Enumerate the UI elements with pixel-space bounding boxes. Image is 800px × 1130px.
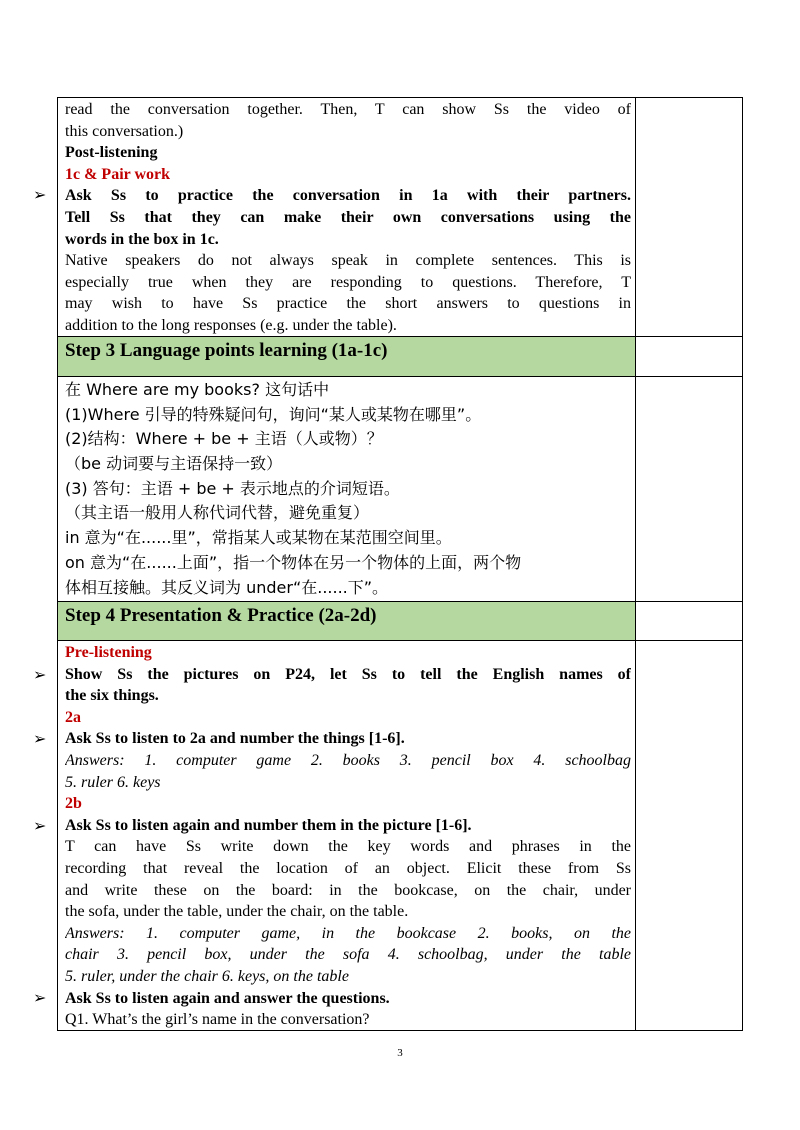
arrow-bullet-icon: ➢ (33, 665, 47, 684)
arrow-bullet-icon: ➢ (33, 729, 47, 748)
arrow-bullet-icon: ➢ (33, 816, 47, 835)
section-heading: Post-listening (65, 144, 158, 162)
step-3-title: Step 3 Language points learning (1a-1c) (65, 340, 388, 361)
answer-line: Answers: 1. computer game 2. books 3. pencil box 4. schoolbag (65, 751, 631, 769)
text-line: (1)Where 引导的特殊疑问句，询问“某人或某物在哪里”。 (65, 404, 482, 424)
text-line: recording that reveal the location of an object. Elicit these from Ss (65, 859, 631, 877)
step-4-title: Step 4 Presentation & Practice (2a-2d) (65, 605, 377, 626)
text-line: T can have Ss write down the key words and phrases in the (65, 838, 631, 856)
sub-heading: 2a (65, 708, 81, 726)
text-line: this conversation.) (65, 122, 184, 140)
text-line: on 意为“在......上面”，指一个物体在另一个物体的上面，两个物 (65, 552, 522, 572)
text-line: (2)结构：Where + be + 主语（人或物）？ (65, 429, 383, 449)
text-line: addition to the long responses (e.g. under the table). (65, 316, 397, 334)
arrow-bullet-icon: ➢ (33, 988, 47, 1007)
sub-heading: 2b (65, 795, 82, 813)
text-line: (3) 答句：主语 + be + 表示地点的介词短语。 (65, 478, 400, 498)
text-line: Native speakers do not always speak in complete sentences. This is (65, 252, 631, 270)
presentation-cell (65, 642, 631, 1031)
text-line: （be 动词要与主语保持一致） (65, 454, 283, 474)
language-points-cell (65, 378, 631, 600)
text-line: 体相互接触。其反义词为 under“在......下”。 (65, 577, 389, 597)
text-line: the sofa, under the table, under the chair, on the table. (65, 903, 409, 921)
post-listening-cell (65, 99, 631, 337)
row-divider (58, 640, 742, 641)
text-line: Q1. What’s the girl’s name in the conversation? (65, 1011, 370, 1029)
column-divider (635, 98, 636, 1030)
text-line: 在 Where are my books? 这句话中 (65, 380, 330, 399)
instruction-line: Tell Ss that they can make their own conversations using the (65, 208, 631, 226)
text-line: especially true when they are responding to questions. Therefore, T (65, 273, 631, 291)
row-divider (58, 376, 742, 377)
arrow-bullet-icon: ➢ (33, 185, 47, 204)
text-line: read the conversation together. Then, T can show Ss the video of (65, 101, 631, 118)
text-line: may wish to have Ss practice the short answers to questions in (65, 295, 631, 313)
instruction-line: Ask Ss to listen again and answer the questions. (65, 989, 390, 1007)
answer-line: chair 3. pencil box, under the sofa 4. schoolbag, under the table (65, 946, 631, 964)
answer-line: Answers: 1. computer game, in the bookcase 2. books, on the (65, 924, 631, 942)
lesson-plan-table (57, 97, 743, 1031)
text-line: and write these on the board: in the bookcase, on the chair, under (65, 881, 631, 899)
answer-line: 5. ruler, under the chair 6. keys, on the table (65, 967, 349, 985)
page-number: 3 (397, 1047, 403, 1059)
text-line: （其主语一般用人称代词代替，避免重复） (65, 503, 370, 523)
instruction-line: the six things. (65, 687, 159, 705)
instruction-line: Show Ss the pictures on P24, let Ss to tell the English names of (65, 665, 631, 683)
step-4-header (58, 602, 635, 640)
instruction-line: Ask Ss to listen again and number them in the picture [1-6]. (65, 816, 472, 834)
instruction-line: words in the box in 1c. (65, 230, 219, 248)
sub-heading: 1c & Pair work (65, 165, 171, 183)
step-3-header (58, 337, 635, 376)
instruction-line: Ask Ss to practice the conversation in 1a with their partners. (65, 187, 631, 205)
text-line: in 意为“在......里”，常指某人或某物在某范围空间里。 (65, 528, 452, 548)
answer-line: 5. ruler 6. keys (65, 773, 161, 791)
section-heading: Pre-listening (65, 644, 152, 661)
instruction-line: Ask Ss to listen to 2a and number the things [1-6]. (65, 730, 405, 748)
